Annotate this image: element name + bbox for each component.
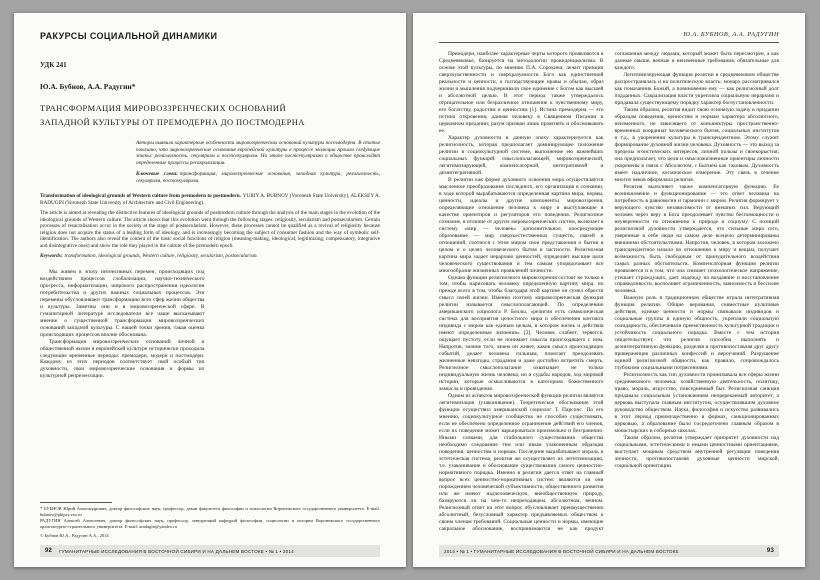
abstract-ru-text: Авторы выявили характерные особенности мировоззренческих оснований культуры постмодерна. В статье показано, что мировоззренческие основания европейской культуры в процессе эволюции прошли следующие этапы: религиозность, секуляризм и постсекуляризм. На этапе постсекуляризма в обществе происходят определенные процессы ресакрализации. xyxy=(136,140,380,166)
section-header: РАКУРСЫ СОЦИАЛЬНОЙ ДИНАМИКИ xyxy=(40,31,218,41)
abstract-en-text: The article is aimed at revealing the distinctive features of ideological grounds of postmodern culture through the analysis of the main stages in the evolution of the ideological grounds of Western culture. The article shows that this evolution went through the following stages: religiosity, secularism and postsecularism. Certain processes of resacralisation occur in the society at the stage of postsecularism. However, these processes cannot be qualified as a revival of religiosity because religion does not acquire the status of a leading form of ideology, and is increasingly becoming the subject of consumer fashion and the way of symbolic self-identification. The authors also reveal the content of the basic social functions of religion (meaning-making, ideological, legitimizing, compensatory, integrative and disintegrative ones) and show the role they played in the culture of the premodern epoch. xyxy=(40,210,380,249)
footnote-divider xyxy=(40,502,112,503)
journal-title-left: ГУМАНИТАРНЫЕ ИССЛЕДОВАНИЯ В ВОСТОЧНОЙ СИБИРИ И НА ДАЛЬНЕМ ВОСТОКЕ • № 1 • 2014 xyxy=(59,548,294,554)
page-number-right: 93 xyxy=(766,548,774,554)
abstract-english xyxy=(40,193,380,260)
abstract-en-heading xyxy=(40,193,380,206)
copyright-line: © Бубнов Ю.А., Радугин А.А., 2014 xyxy=(40,533,109,539)
page-number-left: 92 xyxy=(45,548,53,554)
body-paragraph: Одним из аспектов мировоззренческой функции религии является легитимизация (узаконивание). Теоретическое обоснование этой функции осуществил американский социолог Т. Парсонс. По его мнению, социокультурное сообщество не способно существовать, если не обеспечено определенное ограничение действий его членов, если их поведение может варьироваться произвольно и безгранично. Иными словами, для стабильного существования общества необходимо следование тем или иным узаконенным образцам поведения, ценностям и нормам. Последние вырабатывают мораль и эстетическая система, религия же осуществляет их легитимизацию, т.е. узаконивание и обоснование существования самого ценностно-нормативного порядка. Именно в религии дается ответ на главный вопрос всех ценностно-нормативных систем: являются ли они порождением человеческой субъективности, общественного развития или же имеют надчеловеческую, внеобщественную природу, базируются ли на чем-то непреходящем, абсолютном, вечном. Религиозный ответ на этот вопрос обусловливает преимущественно абсолютный, безусловный характер предъявляемых обществом к своим членам требований. Социальные ценности и нормы, имеющие сакральное обоснование, воспринимаются не как продукт соглашения между людьми, который может быть пересмотрен, а как данные свыше, вечные и неизменные требования, обязательные для каждого. xyxy=(439,51,779,532)
body-paragraph: Трансформация мировоззренческих оснований личной и общественной жизни в европейской культуре исторически проходила следующие временные периоды: премодерн, модерн и постмодерн. Каждому из этих периодов соответствует свой особый тип духовности, свои мировоззренческие основания и формы их культурной репрезентации. xyxy=(40,338,205,380)
article-title: ТРАНСФОРМАЦИЯ МИРОВОЗЗРЕНЧЕСКИХ ОСНОВАНИЙ ЗАПАДНОЙ КУЛЬТУРЫ ОТ ПРЕМОДЕРНА ДО ПОСТМОДЕРНА xyxy=(40,103,305,127)
body-paragraph: Таким образом, религия утверждает приоритет духовности над социальными, эстетическими и иными ценностными ориентациями, выступает мощным средством внутренней регуляции поведения личности, противопоставляя духовные ценности мирской, социальной ориентации. xyxy=(614,435,779,470)
page-right xyxy=(413,13,805,567)
keywords-en-italic xyxy=(40,253,258,259)
body-paragraph: Важную роль в традиционном обществе играла интегративная функция религии. Общие верования, совместные культовые действия, единые ценности и нормы связывали индивидов и социальные группы в единую общность, укрепляли социальную солидарность, обеспечивали преемственность культурной традиции и устойчивость социального порядка. Вместе с тем история свидетельствует, что религия способна выполнять и дезинтегративную функцию, разделяя и противопоставляя друг другу приверженцев различных конфессий и вероучений. Разрушение единой религиозной общности, как правило, сопровождалось глубокими социальными потрясениями. xyxy=(614,295,779,372)
journal-title-right: 2014 • № 1 • ГУМАНИТАРНЫЕ ИССЛЕДОВАНИЯ В ВОСТОЧНОЙ СИБИРИ И НА ДАЛЬНЕМ ВОСТОКЕ xyxy=(444,548,679,554)
abstract-en-title: Transformation of ideological grounds of Western culture from premodern to postmodern. xyxy=(40,193,241,200)
keywords-en-text: transformation, ideological grounds, Western culture, religiosity, secularism, postsecularism. xyxy=(64,253,258,260)
body-paragraph: Религиозность как тип духовности пронизывала все сферы жизни средневекового человека: хозяйственную деятельность, политику, право, мораль, искусство, повседневный быт. Религиозная санкция придавала социальным установлениям непререкаемый авторитет, а церковь выступала главным институтом, осуществлявшим духовное руководство обществом. Наука, философия и искусство развивались в этот период преимущественно в формах, санкционированных церковью, а образование было сосредоточено главным образом в монастырских и соборных школах. xyxy=(614,372,779,435)
article-body-continued xyxy=(439,51,779,539)
article-body xyxy=(40,269,380,498)
authors-line: Ю.А. Бубнов, А.А. Радугин* xyxy=(40,82,136,91)
running-head: Ю.А. БУБНОВ, А.А. РАДУГИН xyxy=(439,31,779,43)
keywords-ru-label: Ключевые слова: xyxy=(136,171,178,178)
body-paragraph: Религия выполняет также компенсаторную функцию. Ее возникновение и функционирование — это ответ человека на потребность в равновесии и гармонии с миром. Религия формирует у верующего чувство независимости от внешних сил. Верующий человек через веру в Бога преодолевает чувство беспомощности и неуверенности по отношению к природе и социуму. С позиций религиозной духовности утверждается, что сильные мира сего, уверенные в себе люди на самом деле всецело детерминированы внешними обстоятельствами. Напротив, человек, в котором заложено трансцендентное начало по отношению к миру и вещам, получает возможность быть свободным от принудительного воздействия самых разных обстоятельств. Компенсаторная функция религии проявляется и в том, что она снимает психологическое напряжение, утешает страждущих, дает надежду на воздаяние и восстановление справедливости, восполняет ограниченность, зависимость и бессилие человека. xyxy=(614,183,779,295)
abstract-russian xyxy=(136,140,380,184)
footnote-author-1: * БУБНОВ Юрий Александрович, доктор философских наук, профессор, декан факультета философии и психологии Воронежского государственного университета. E-mail: bubnov@phipsy.vsu.ru xyxy=(40,505,380,517)
udk-number: УДК 241 xyxy=(40,61,67,69)
body-paragraph: Характер духовности в данную эпоху характеризуется как религиозность, которая предполагает доминирующее положение религии в социокультурной системе, выполнение ею важнейших социальных функций: смыслополагающей, мировоззренческой, легитимизирующей, компенсаторной, интегративной и дезинтегративной. xyxy=(439,134,604,176)
page-footer-left xyxy=(40,545,380,557)
keywords-ru-line xyxy=(136,171,380,184)
body-paragraph: Мы живем в эпоху интенсивных перемен, происходящих под воздействием процессов глобализации, научно-технического прогресса, информатизации, широкого распространения идеологии потребительства и других важных социальных процессов. Эти перемены обусловливают трансформацию всех сфер жизни общества и культуры. Заметны они и в мировоззренческой сфере. В гуманитарной литературе исследователи все чаще высказывают мнение о существенной трансформации мировоззренческих оснований западной культуры. С нашей точки зрения, такая оценка происходящих процессов вполне обоснована. xyxy=(40,268,205,338)
keywords-en-line xyxy=(40,253,380,260)
body-paragraph: Однако функции религиозного мировоззрения состоят не только в том, чтобы нарисовать человеку определенную картину мира, но прежде всего в том, чтобы благодаря этой картине он сумел обрести смысл своей жизни. Именно поэтому мировоззренческая функция религии называется смыслополагающей. По определению американского социолога Р. Беллы, «религия есть символическая система для восприятия целостного мира и обеспечения контакта индивида с миром как единым целым, в котором жизнь и действия имеют определенные значения» [2]. Человек слабеет, теряется, ощущает пустоту, если не понимает смысла происходящего с ним. Напротив, знание того, зачем он живет, каков смысл происходящих событий, делает человека сильным, помогает преодолевать жизненные невзгоды, страдания и даже достойно встретить смерть. Религиозное смыслополагание охватывает не только индивидуальную жизнь человека, но и судьбы народов, ход мировой истории, которые осмысливаются в категориях божественного замысла и провидения. xyxy=(439,274,604,393)
keywords-ru-text: трансформация, мировоззренческие основания, западная культура, религиозность, секуляризм, постсекуляризм. xyxy=(136,171,380,184)
abstract-en-authors: YURIY A. BUBNOV (Voronezh State University), ALEKSEY A. RADUGIN (Voronezh State University of Architecture and Civil Engineering). xyxy=(40,193,381,206)
footnotes xyxy=(40,506,380,539)
body-paragraph: В религии как форме духовного освоения мира осуществляется мысленное преобразование последнего, его организация в сознании, в ходе которой вырабатываются определенная картина мира, нормы, ценности, идеалы и другие компоненты мировоззрения, определяющие отношение человека к миру и выступающие в качестве ориентиров и регуляторов его поведения. Религиозное сознание, в отличие от других мировоззренческих систем, включает в систему «мир — человек» дополнительное, опосредующее образование — мир сверхъестественных существ, связей и отношений, соотнося с этим миром свои представления о бытии в целом и о целях человеческого бытия в частности. Религиозная картина мира задает иерархию ценностей, определяет высшие цели человеческого существования и тем самым упорядочивает все многообразие жизненных проявлений личности. xyxy=(439,176,604,274)
footnote-author-2: РАДУГИН Алексей Алексеевич, доктор философских наук, профессор, заведующий кафедрой философии, социологии и истории Воронежского государственного архитектурно-строительного университета. E-mail: aradugin@yandex.ru xyxy=(40,518,380,530)
page-left xyxy=(14,13,406,567)
body-paragraph: Легитимизирующая функция религии в средневековом обществе распространялась и на политическую власть: монарх рассматривался как помазанник Божий, а повиновение ему — как религиозный долг подданных. Сакрализация власти укрепляла социальную иерархию и придавала существующему порядку характер богоустановленности. xyxy=(614,71,779,106)
page-footer-right xyxy=(439,545,779,557)
body-paragraph: Премодерн, наиболее характерные черты которого проявляются в Средневековье, базируется на методологии провиденциализма. В основе этой культуры, по мнению П.А. Сорокина, лежит принцип сверхчувственности и сверхразумности Бога как единственной реальности и ценности, а господствующие нравы и обычаи, образ жизни и мышления подчеркивали свое единение с Богом как высшей и абсолютной целью. В этот период также утверждалось отрицательное или безразличное отношение к чувственному миру, его богатству, радостям и ценностям [1]. Истина премодерна — это истина откровения, данная человеку в Священном Писании и церковном предании; разум призван лишь прояснять и обосновывать ее. xyxy=(439,51,604,134)
body-paragraph: Таким образом, религия видит свою основную задачу в придании образцам поведения, ценностям и нормам характера абсолютного, неизменного, не зависящего от конъюнктуры пространственно-временных координат человеческого бытия, социальных институтов и т.д., в укоренении культуры в трансцендентном. Этому служит формирование духовной жизни человека. Духовность — это выход за пределы эгоистических интересов, личной пользы и своекорыстия; она предполагает, что цели и смысложизненные ориентиры личности укоренены в связи с Абсолютом, с Бытием как таковым. Духовность имеет надличное, космическое измерение. Эту связь в течение многих веков оформляла религия. xyxy=(614,106,779,183)
keywords-en-label: Keywords: xyxy=(40,253,63,260)
